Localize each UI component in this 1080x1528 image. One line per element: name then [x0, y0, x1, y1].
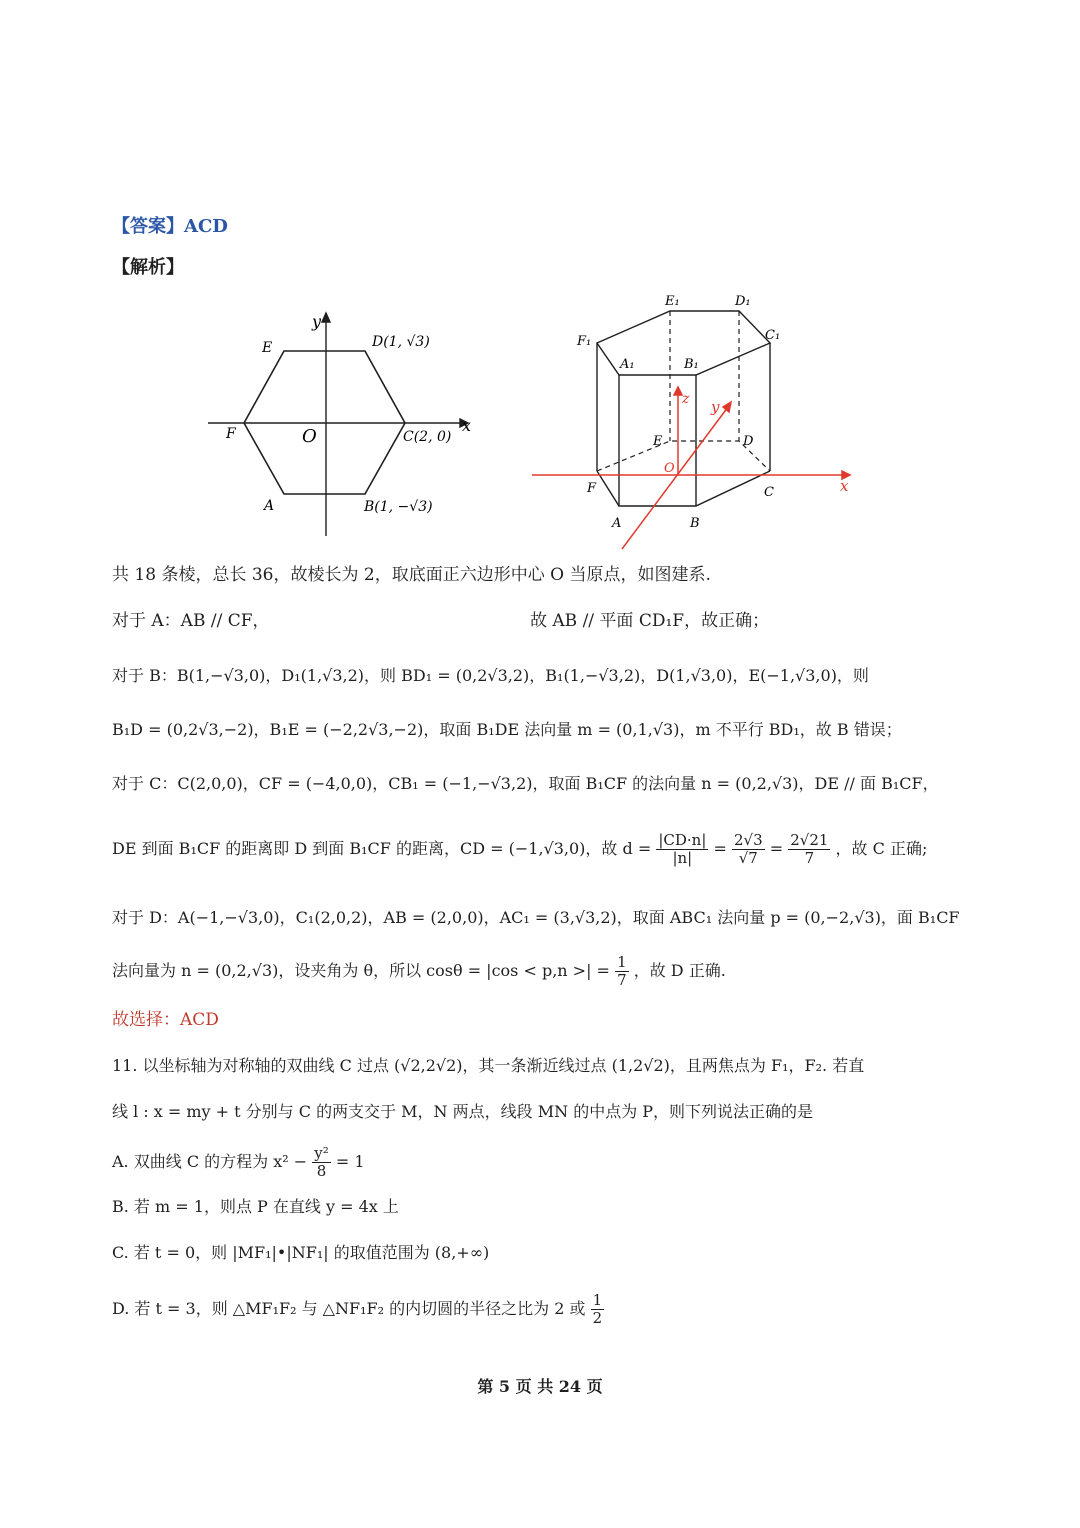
label-B1: B₁ — [684, 357, 699, 372]
label-A1: A₁ — [620, 357, 635, 372]
solution-line-8 — [112, 946, 726, 996]
fraction-cd-n: $\frac{|CD\cdot n|}{|n|}$ — [658, 831, 707, 867]
solution-line-3: 对于 B：B(1,−√3,0)，D₁(1,√3,2)，则 BD₁ = (0,2√3,2)，B₁(1,−√3,2)，D(1,√3,0)，E(−1,√3,0)，则 — [112, 666, 869, 685]
label-F: F — [587, 481, 597, 496]
solution-line-2b: 故 AB // 平面 CD₁F，故正确； — [530, 611, 770, 631]
fraction-y2-8: $\frac{\text{y²}}{8}$ — [314, 1144, 329, 1180]
label-A: A — [612, 516, 622, 531]
label-F1: F₁ — [577, 334, 592, 349]
q11-option-c: C. 若 t = 0，则 |MF₁|•|NF₁| 的取值范围为 (8,+∞) — [112, 1243, 490, 1262]
hexagon-figure — [200, 300, 490, 550]
z-axis-3d-arrow — [674, 387, 682, 395]
q11-option-d: D. 若 t = 3，则 △MF₁F₂ 与 △NF₁F₂ 的内切圆的半径之比为 2 或 $\frac{1}{2}$ — [112, 1291, 603, 1327]
q11-option-a: A. 双曲线 C 的方程为 x² − $\frac{\text{y²}}{8}$ = 1 — [112, 1144, 365, 1180]
q11-line-1: 11. 以坐标轴为对称轴的双曲线 C 过点 (√2,2√2)，其一条渐近线过点 (1,2√2)，且两焦点为 F₁，F₂. 若直 — [112, 1056, 865, 1075]
solution-line-1: 共 18 条棱，总长 36，故棱长为 2，取底面正六边形中心 O 当原点，如图建系. — [112, 565, 711, 585]
solution-line-2a: 对于 A：AB // CF， — [112, 611, 270, 631]
point-B-label: B(1, −√3) — [364, 499, 433, 515]
q11-option-b: B. 若 m = 1，则点 P 在直线 y = 4x 上 — [112, 1197, 399, 1216]
label-C: C — [764, 485, 774, 500]
point-E-label: E — [262, 340, 273, 356]
analysis-label: 【解析】 — [112, 257, 184, 278]
x-axis-label: x — [462, 416, 472, 435]
label-D: D — [743, 434, 754, 449]
label-C1: C₁ — [765, 328, 781, 343]
fraction-one-half: $\frac{1}{2}$ — [592, 1291, 603, 1327]
prism-figure — [530, 285, 860, 555]
prism-bottom-visible — [597, 471, 770, 506]
label-z: z — [682, 391, 690, 407]
y-axis-3d-arrow — [723, 402, 731, 412]
solution-line-4: B₁D = (0,2√3,−2)，B₁E = (−2,2√3,−2)，取面 B₁DE 法向量 m = (0,1,√3)，m 不平行 BD₁，故 B 错误； — [112, 720, 902, 739]
label-O: O — [664, 461, 675, 476]
line6-tail: ，故 C 正确; — [835, 839, 928, 858]
solution-line-7: 对于 D：A(−1,−√3,0)，C₁(2,0,2)，AB = (2,0,0)，AC₁ = (3,√3,2)，取面 ABC₁ 法向量 p = (0,−2,√3)，面 B₁CF — [112, 908, 960, 927]
label-E1: E₁ — [665, 294, 680, 309]
fraction-one-seventh: $\frac{1}{7}$ — [617, 953, 627, 989]
label-D1: D₁ — [735, 294, 751, 309]
q11-line-2: 线 l : x = my + t 分别与 C 的两支交于 M，N 两点，线段 MN 的中点为 P，则下列说法正确的是 — [112, 1102, 814, 1121]
label-x: x — [840, 477, 849, 495]
solution-line-6: DE 到面 B₁CF 的距离即 D 到面 B₁CF 的距离，CD = (−1,√3,0)，故 d = $\frac{|CD\cdot n|}{|n|}$ = $\frac{2√3}{√7}$ = $\frac{2√21}{7}$ ，故 C 正确; — [112, 831, 928, 867]
page-footer: 第 5 页 共 24 页 — [477, 1377, 603, 1396]
line6-text: DE 到面 B₁CF 的距离即 D 到面 B₁CF 的距离，CD = (−1,√3,0)，故 d = — [112, 839, 652, 858]
point-C-label: C(2, 0) — [403, 429, 452, 445]
y-axis-3d — [622, 407, 728, 549]
final-choice: 故选择：ACD — [112, 1010, 219, 1030]
fraction-2sqrt3: $\frac{2√3}{√7}$ — [733, 831, 763, 867]
label-y: y — [711, 398, 720, 416]
point-F-label: F — [226, 426, 236, 442]
point-A-label: A — [264, 498, 275, 514]
line8-text: 法向量为 n = (0,2,√3)，设夹角为 θ，所以 cosθ = |cos < p,n >| = — [112, 961, 610, 980]
answer-label: 【答案】ACD — [112, 216, 228, 237]
line8-tail: ，故 D 正确. — [633, 961, 726, 980]
solution-line-5: 对于 C：C(2,0,0)，CF = (−4,0,0)，CB₁ = (−1,−√3,2)，取面 B₁CF 的法向量 n = (0,2,√3)，DE // 面 B₁CF， — [112, 774, 939, 793]
y-axis-label: y — [312, 312, 322, 331]
y-axis-arrow — [322, 313, 330, 322]
fraction-2sqrt21: $\frac{2√21}{7}$ — [790, 831, 829, 867]
origin-label: O — [302, 426, 317, 447]
point-D-label: D(1, √3) — [372, 334, 430, 350]
label-B: B — [690, 516, 700, 531]
label-E: E — [653, 434, 663, 449]
